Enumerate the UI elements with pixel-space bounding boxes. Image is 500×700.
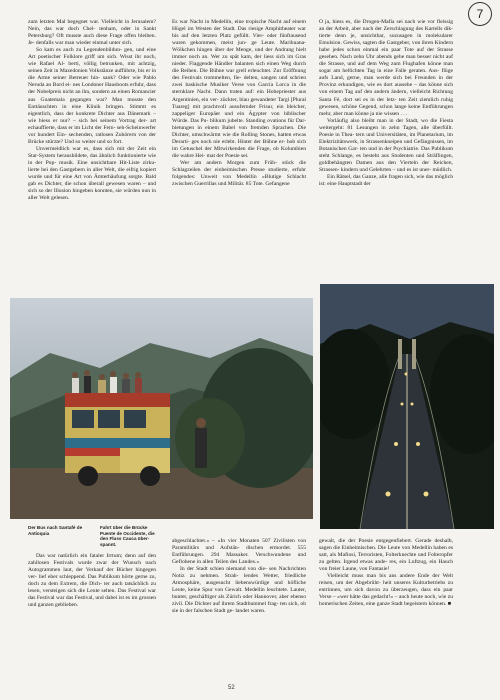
paragraph: Wer am andern Morgen zum Früh- stück die Schlagzeilen der einheimischen Presse studierte, erfuhr folgendes: Unweit von Medellín »Blutige Schlacht zwischen Guerrillas und Militär. 85 Tote. Gefangene xyxy=(172,159,306,188)
handwritten-page-mark: 7 xyxy=(468,2,492,26)
bus-photo-illustration xyxy=(10,298,313,519)
paragraph: O ja, hiess es, die Drogen-Mafia sei nach wie vor fleissig an der Arbeit, aber nach der Zerschlagung des Kartells dik- tierte denn je, unsichtbar, sozusagen in molekularer Emulsion. Gewiss, sagten die Gastgeber, von ihren Kindern habe jedes schon einmal ein paar Tote auf der Strasse gesehen. Nach zehn Uhr abends gehe man besser nicht auf die Strasse, und auf dem Weg zum Flughafen könne man sogar am hellichten Tag in eine Falle geraten. Aus- flüge aufs Land, gerne, man werde sich bei Freunden in der Provinz erkundigen, wie es dort aussehe – das könne sich von einem Tag auf den andern ändern, vielleicht Richtung Santa Fé, dort sei es in der letz- ten Zeit ziemlich ruhig gewesen, schöne Gegend, schon lange keine Entführungen mehr, aber man könne ja nie wissen . . . xyxy=(319,19,453,117)
paragraph: abgeschlachtet.« – »In vier Monaten 507 Zivilisten von Paramilitärs und Aufstän- dischen ermordet. 555 Entführungen. 294 Massaker. Verschwundene und Geflohene in allen Teilen des Landes.« xyxy=(172,538,306,566)
bus-photo xyxy=(10,298,313,519)
bridge-photo xyxy=(320,284,494,529)
paragraph: In der Stadt schien niemand von die- sen Nachrichten Notiz zu nehmen. Strah- lendes Wetter, friedliche Atmosphäre, ausgesucht liebenswürdige und höfliche Leute, keine Spur von Gewalt. Medellín leuchtete. Lauter, bunter, geschäftiger als Zürich oder Hannover, aber ebenso zivil. Die Dichter auf ihrem Stadtbummel frag- ten sich, ob sie in der falschen Stadt ge- landet waren. xyxy=(172,566,306,615)
text-column-2-bottom xyxy=(172,538,306,685)
text-column-3 xyxy=(319,19,453,271)
paragraph: Ein Rätsel, das Ganze, alle fragen sich, wie das möglich ist: eine Hauptstadt der xyxy=(319,174,453,188)
paragraph: gewalt, die der Poesie entgegenfiebert. Gerade deshalb, sagen die Einheimischen. Die Leute von Medellín haben es satt, als Mafiosi, Terroristen, Folterknechte und Folteropfer zu gelten. Irgend etwas ande- res, ein Luftzug, ein Hauch von freier Laune, von Fantasie! xyxy=(319,538,453,573)
paragraph: Vielleicht muss man bis ans andere Ende der Welt reisen, um der Abgebrüht- heit unseres Kulturbetriebs zu entrinnen, um sich davon zu überzeugen, dass ein paar Verse – »wer hätte das gedacht!« – auch heute noch, wie zu homerischen Zeiten, eine ganze Stadt begeistern können. ■ xyxy=(319,573,453,608)
paragraph: Das war natürlich ein fataler Irrtum; denn auf den zahllosen Festivals wurde zwar der Wunsch nach Autogrammen laut, der Verkauf der Bücher hingegen ver- lief eher schleppend. Das Publikum hörte gerne zu, doch zu dem Extrem, die Dich- ter auch tatsächlich zu lesen, versteigen sich die Leute selten. Das Festival war das Festival war das Festival, und dabei ist es im grossen und ganzen geblieben. xyxy=(28,553,156,609)
bridge-photo-illustration xyxy=(320,284,494,529)
paragraph: So kam es auch zu Legendenbildun- gen, und eine Art poetischer Folklore griff um sich. Wisst ihr noch, wie Rafael Al- berti, völlig betrunken, mit achtzig, seinen Zeit in Mazedonien Volkstänze aufführte, bis er in die Arme seiner Betreuer hin- sank? Oder wie Pablo Neruda an Bord ei- nes Londoner Hausboots erfuhr, dass der Nobelpreis nicht an ihn, sondern an einen Romancier aus Guatemala gegangen war? Man musste den Enttäuschten in eine Klinik bringen. Stimmt es eigentlich, dass der konkrete Dichter aus Dänemark – wie hiess er nur? – sich bei seinem Vortrag der- art echauffierte, dass er im Licht der Fern- seh-Scheinwerfer vor hundert Ein- sechenden, ratlosen Zuhörern von der Brücke stürzte? Und so weiter und so fort. xyxy=(28,47,156,145)
photo-caption-bus: Der Bus nach Santafé de Antioquia xyxy=(28,525,83,536)
text-column-1 xyxy=(28,19,156,307)
paragraph: Unvermeidlich war es, dass sich mit der Zeit ein Star-System herausbildete, das ähnlich funktionierte wie in der Pop- musik. Eine unsichtbare Hit-Liste zirku- lierte bei den Gastgebern in aller Welt, die eifrig kopiert wurde und für eine Art von Ämterhäufung sorgte. Bald gab es Dichter, die schon überall gewesen waren – und sich so der Illusion hingeben konnten, sie würden nun in aller Welt gelesen. xyxy=(28,145,156,202)
paragraph: Es war Nacht in Medellín, eine tropische Nacht auf einem Hügel im Westen der Stadt. Das riesige Amphitheater war bis auf den letzten Platz gefüllt. Vier- oder fünftausend waren gekommen, meist jun- ge Leute. Marihuana-Wölkchen hingen über der Menge, und der Andrang hielt immer noch an. Wer zu spät kam, der liess sich im Gras nieder. Flaggende Händler balanten sich einen Weg durch die Reihen. Die Bühne war grell erleuchtet. Zur Eröffnung des Festivals trommelten, fie- delten, sangen und schrien zwei baskische Musiker Verse von García Lorca in die sternklare Nacht. Dann traten auf: ein Hohepriester aus Argentinien, ein ver- zückter, blau gewandeter Targi [Plural Tuareg] mit prachtvoll ausufernder Frisur, ein bleicher, zappeliger Europäer und ein Ägypter von biblischer Würde. Das Pu- blikum jubelte. Standing ovations für Dar- bietungen in einem Babel von fremden Sprachen. Die Dichter, umschwärmt wie die Rolling Stones, hatten etwas Derarti- ges noch nie erlebt. Hinter der Bühne er- hob sich im Getuschel der Mitwirkenden die Frage, ob Kolumbien die wahre Hei- mat der Poesie sei. xyxy=(172,19,306,159)
text-column-2 xyxy=(172,19,306,307)
paragraph: Vorläufig also bleibt man in der Stadt, wo die Fiesta weitergeht: 81 Lesungen in zehn Tagen, alle überfüllt. Poesie in Thea- tern und Universitäten, im Planetarium, im Elektrizitätswerk, in Strassenkneipen und Gefängnissen, im Botanischen Gar- ten und in der Psychiatrie. Das Publikum steht Schlange, es besteht aus Studenten und Sträflingen, goldbehängten Damen aus den Vierteln der Reichen, Strassen- kindern und Gelehrten – und es ist uner- müdlich. xyxy=(319,117,453,173)
text-column-3-bottom xyxy=(319,538,453,685)
photo-caption-bridge: Fahrt über die Brücke Puente de Occidente, die den Fluss Cauca über- spannt. xyxy=(100,525,155,547)
paragraph: zum letzten Mal begegnet war. Vielleicht in Jerusalem? Nein, das war doch Chel- tenham, oder in Sankt Petersburg? Oft musste auch diese Frage offen bleiben. Je- denfalls war man wieder einmal unter sich. xyxy=(28,19,156,47)
page-number: 52 xyxy=(228,685,235,691)
text-column-1-bottom xyxy=(28,553,156,685)
